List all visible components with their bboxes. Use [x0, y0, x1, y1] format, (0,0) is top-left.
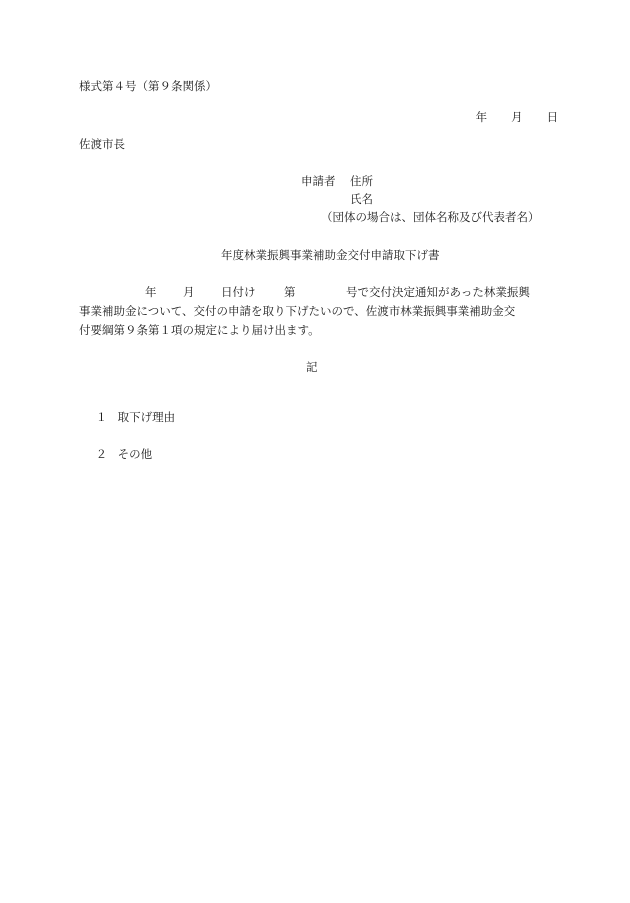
list-item-withdrawal-reason — [81, 400, 175, 435]
date-line — [461, 100, 558, 135]
body-day-dated-label: 日付け — [221, 285, 256, 299]
body-month-label: 月 — [183, 285, 195, 299]
body-year-label: 年 — [145, 285, 157, 299]
list-item-number: ２ — [95, 446, 108, 461]
body-line-1-rest: 号で交付決定通知があった林業振興 — [346, 285, 530, 299]
date-year-label: 年 — [475, 109, 488, 124]
record-heading: 記 — [306, 360, 318, 374]
address-label: 住所 — [350, 174, 373, 188]
body-number-prefix: 第 — [284, 285, 296, 299]
date-month-label: 月 — [511, 109, 523, 124]
list-item-other — [81, 437, 152, 472]
list-item-number: １ — [95, 409, 108, 424]
body-line-2: 事業補助金について、交付の申請を取り下げたいので、佐渡市林業振興事業補助金交 — [79, 304, 516, 318]
group-note: （団体の場合は、団体名称及び代表者名） — [321, 210, 540, 224]
list-item-label: 取下げ理由 — [117, 409, 176, 424]
name-label: 氏名 — [350, 192, 373, 206]
document-title: 年度林業振興事業補助金交付申請取下げ書 — [221, 248, 440, 262]
date-day-label: 日 — [546, 109, 559, 124]
addressee: 佐渡市長 — [79, 137, 125, 151]
body-line-3: 付要綱第９条第１項の規定により届け出ます。 — [79, 323, 320, 337]
list-item-label: その他 — [117, 446, 153, 461]
form-number: 様式第４号（第９条関係） — [79, 79, 217, 93]
applicant-label: 申請者 — [301, 174, 336, 188]
